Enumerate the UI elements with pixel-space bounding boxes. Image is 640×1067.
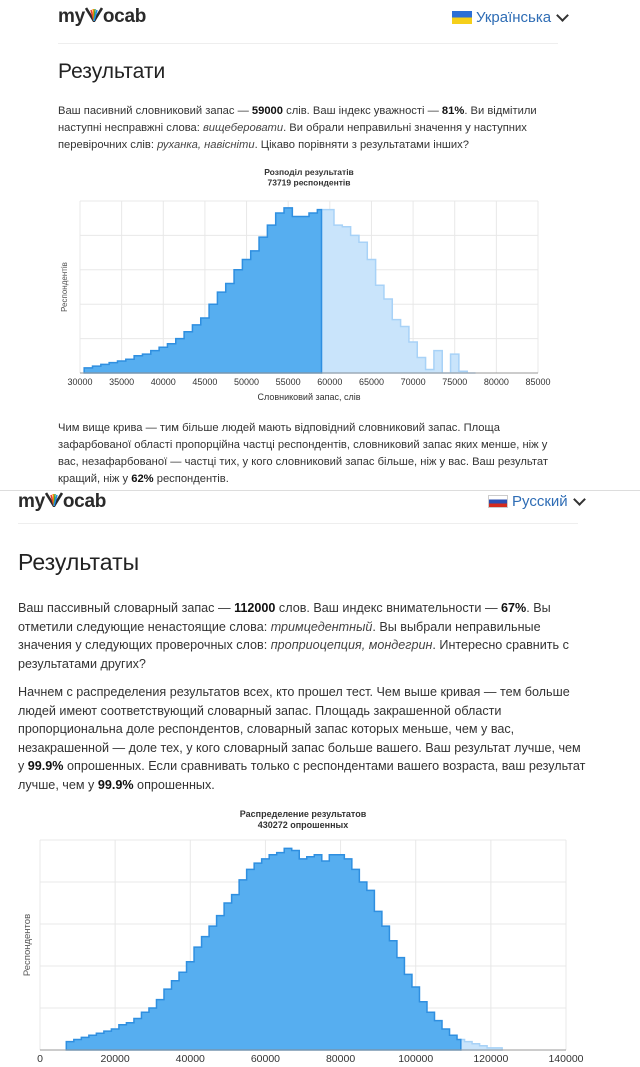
better-than-percent-age: 99.9% [97,777,134,792]
x-tick-label: 55000 [275,377,301,387]
fake-words: тримцедентный [270,619,373,634]
logo-text-left: my [18,491,45,512]
x-tick-label: 60000 [317,377,343,387]
wrong-words: проприоцепция, мондегрин [270,638,433,653]
logo-v-icon [45,491,63,513]
better-than-percent-all: 99.9% [27,759,64,774]
x-tick-label: 140000 [548,1053,584,1065]
russia-flag-icon [488,495,508,508]
logo-text-left: my [58,6,85,27]
y-axis-label: Респондентов [22,913,33,977]
language-label: Русский [512,493,568,510]
x-tick-label: 60000 [250,1053,281,1065]
ukraine-flag-icon [452,11,472,24]
logo-text-right: ocab [62,491,107,512]
x-tick-label: 0 [37,1053,43,1065]
language-selector[interactable] [488,493,584,510]
attention-index: 81% [441,105,465,117]
language-label: Українська [476,9,552,26]
x-tick-label: 40000 [150,377,176,387]
x-tick-label: 100000 [398,1053,434,1065]
x-tick-label: 40000 [175,1053,205,1065]
myvocab-logo[interactable] [18,491,106,513]
vocab-size: 59000 [251,105,284,117]
results-panel-russian [0,490,640,1067]
x-tick-label: 35000 [109,377,135,387]
x-tick-label: 65000 [358,377,384,387]
x-tick-label: 85000 [525,377,551,387]
page-title: Результаты [18,549,140,575]
page-title: Результати [58,60,166,83]
series-area-filled [66,848,461,1050]
better-than-percent: 62% [131,473,154,485]
x-tick-label: 50000 [234,377,260,387]
results-explanation: Начнем с распределения результатов всех, кто прошел тест. Чем выше кривая — тем больше людей имеют соответствующий словарный запас. Площадь закрашенной области пропорциональна доле респондентов, словарный запас которых меньше, чем у вас, незакрашенной — доле тех, у кого словарный запас больше вашего. Ваш результат лучше, чем у 99.9% опрошенных. Если сравнивать только с респондентами вашего возраста, ваш результат лучше, чем у 99.9% опрошенных. [18,685,586,792]
logo-v-icon [85,6,103,28]
chevron-down-icon [573,493,586,506]
results-summary: Ваш пассивный словарный запас — 112000 слов. Ваш индекс внимательности — 67%. Вы отметили следующие ненастоящие слова: тримцедентный. Вы выбрали неправильные значения у следующих проверочных слов: проприоцепция, мондегрин. Интересно сравнить с результатами других? [18,601,569,671]
results-panel-ukrainian [0,0,640,490]
series-area-unfilled [461,1040,502,1051]
chart-title: Розподіл результатів [264,167,354,177]
header-divider [18,523,578,524]
chart-subtitle: 73719 респондентів [267,177,351,188]
x-tick-label: 45000 [192,377,218,387]
series-area-filled [84,208,321,373]
x-tick-label: 70000 [400,377,426,387]
distribution-chart [0,807,600,1067]
chart-title: Распределение результатов [239,809,367,819]
results-explanation: Чим вище крива — тим більше людей мають відповідний словниковий запас. Площа зафарбованої області пропорційна частці респондентів, словниковий запас яких менше, ніж у вас, незафарбованої — частці тих, у кого словниковий запас більше, ніж у вас. Ваш результат кращий, ніж у 62% респондентів. [58,422,548,485]
x-axis-label: Словниковий запас, слів [257,392,361,402]
chevron-down-icon [556,9,569,22]
wrong-words: руханка, навісніти [157,139,255,151]
x-tick-label: 80000 [483,377,509,387]
results-summary: Ваш пасивний словниковий запас — 59000 слів. Ваш індекс уважності — 81%. Ви відмітили наступні несправжні слова: вищеберовати. Ви обрали неправильні значення у наступних перевірочних слів: руханка, навісніти. Цікаво порівняти з результатами інших? [58,105,537,151]
x-tick-label: 75000 [442,377,468,387]
chart-subtitle: 430272 опрошенных [257,820,349,830]
language-selector[interactable] [452,9,567,26]
series-area-unfilled [321,210,475,373]
x-tick-label: 30000 [67,377,93,387]
x-tick-label: 20000 [100,1053,130,1065]
x-tick-label: 120000 [473,1053,509,1065]
myvocab-logo[interactable] [58,6,146,28]
fake-words: вищеберовати [202,122,284,134]
header-divider [58,43,558,44]
distribution-chart [55,163,565,408]
logo-text-right: ocab [102,6,147,27]
x-tick-label: 80000 [325,1053,356,1065]
vocab-size: 112000 [234,601,276,615]
y-axis-label: Респондентів [60,262,69,312]
attention-index: 67% [501,601,527,615]
